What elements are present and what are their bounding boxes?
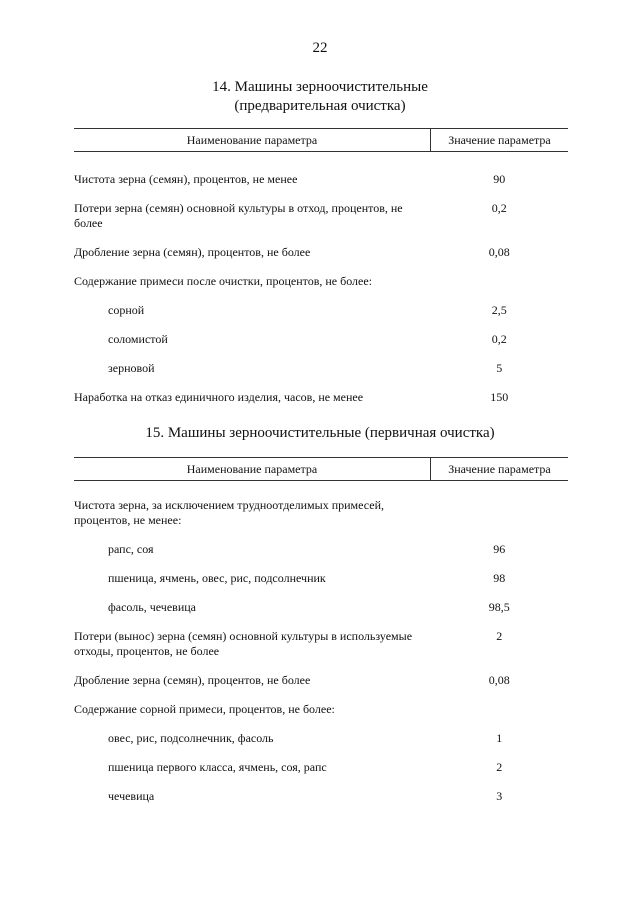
param-name: Дробление зерна (семян), процентов, не более	[74, 245, 311, 259]
table-row	[74, 673, 568, 702]
column-header-name: Наименование параметра	[74, 458, 431, 481]
param-group-name: Чистота зерна, за исключением трудноотделимых примесей, процентов, не менее:	[74, 498, 384, 527]
section-subtitle-line: (предварительная очистка)	[234, 98, 406, 114]
param-name: Дробление зерна (семян), процентов, не более	[74, 673, 311, 687]
table-row	[74, 201, 568, 245]
param-value: 5	[496, 361, 503, 375]
param-value: 2	[496, 760, 503, 774]
table-row	[74, 629, 568, 673]
param-value: 98,5	[488, 600, 510, 614]
table-row	[74, 600, 568, 629]
table-row	[74, 760, 568, 789]
table-row	[74, 571, 568, 600]
param-name: Чистота зерна (семян), процентов, не менее	[74, 172, 298, 186]
param-value: 2	[496, 629, 503, 643]
param-group-name: Содержание примеси после очистки, процентов, не более:	[74, 274, 373, 288]
table-row	[74, 361, 568, 390]
column-header-value: Значение параметра	[431, 458, 569, 481]
table-row	[74, 542, 568, 571]
param-value: 1	[496, 731, 503, 745]
param-value	[431, 274, 569, 303]
param-value: 0,2	[491, 332, 507, 346]
section-title-line: 15. Машины зерноочистительные (первичная очистка)	[145, 425, 495, 441]
param-name: Потери зерна (семян) основной культуры в отход, процентов, не более	[74, 201, 403, 230]
param-subitem-name: рапс, соя	[108, 542, 154, 556]
param-group-name: Содержание сорной примеси, процентов, не более:	[74, 702, 335, 716]
table-row	[74, 481, 568, 543]
param-value: 0,08	[488, 245, 510, 259]
table-row	[74, 245, 568, 274]
table-row	[74, 152, 568, 202]
param-name: Потери (вынос) зерна (семян) основной культуры в используемые отходы, процентов, не более	[74, 629, 413, 658]
param-name: Наработка на отказ единичного изделия, часов, не менее	[74, 390, 364, 404]
param-value: 3	[496, 789, 503, 803]
param-value: 150	[490, 390, 509, 404]
param-subitem-name: зерновой	[108, 361, 155, 375]
page-number: 22	[312, 40, 328, 56]
param-value	[431, 702, 569, 731]
table-header-row	[74, 458, 568, 481]
param-subitem-name: овес, рис, подсолнечник, фасоль	[108, 731, 274, 745]
column-header-name: Наименование параметра	[74, 129, 431, 152]
param-subitem-name: пшеница, ячмень, овес, рис, подсолнечник	[108, 571, 326, 585]
parameters-table-15	[74, 457, 568, 818]
param-subitem-name: фасоль, чечевица	[108, 600, 196, 614]
table-row	[74, 702, 568, 731]
table-row	[74, 731, 568, 760]
table-row	[74, 789, 568, 818]
table-header-row	[74, 129, 568, 152]
param-subitem-name: пшеница первого класса, ячмень, соя, рапс	[108, 760, 327, 774]
param-value: 96	[493, 542, 506, 556]
table-row	[74, 274, 568, 303]
param-value: 98	[493, 571, 506, 585]
section-title-line: 14. Машины зерноочистительные	[212, 79, 428, 95]
param-subitem-name: чечевица	[108, 789, 155, 803]
param-subitem-name: соломистой	[108, 332, 168, 346]
table-row	[74, 332, 568, 361]
param-value: 0,2	[491, 201, 507, 215]
param-subitem-name: сорной	[108, 303, 145, 317]
param-value: 90	[493, 172, 506, 186]
column-header-value: Значение параметра	[431, 129, 569, 152]
param-value: 0,08	[488, 673, 510, 687]
table-row	[74, 390, 568, 419]
section-title-14	[0, 78, 640, 116]
parameters-table-14	[74, 128, 568, 419]
param-value: 2,5	[491, 303, 507, 317]
section-title-15	[0, 424, 640, 443]
table-row	[74, 303, 568, 332]
param-value	[431, 481, 569, 543]
